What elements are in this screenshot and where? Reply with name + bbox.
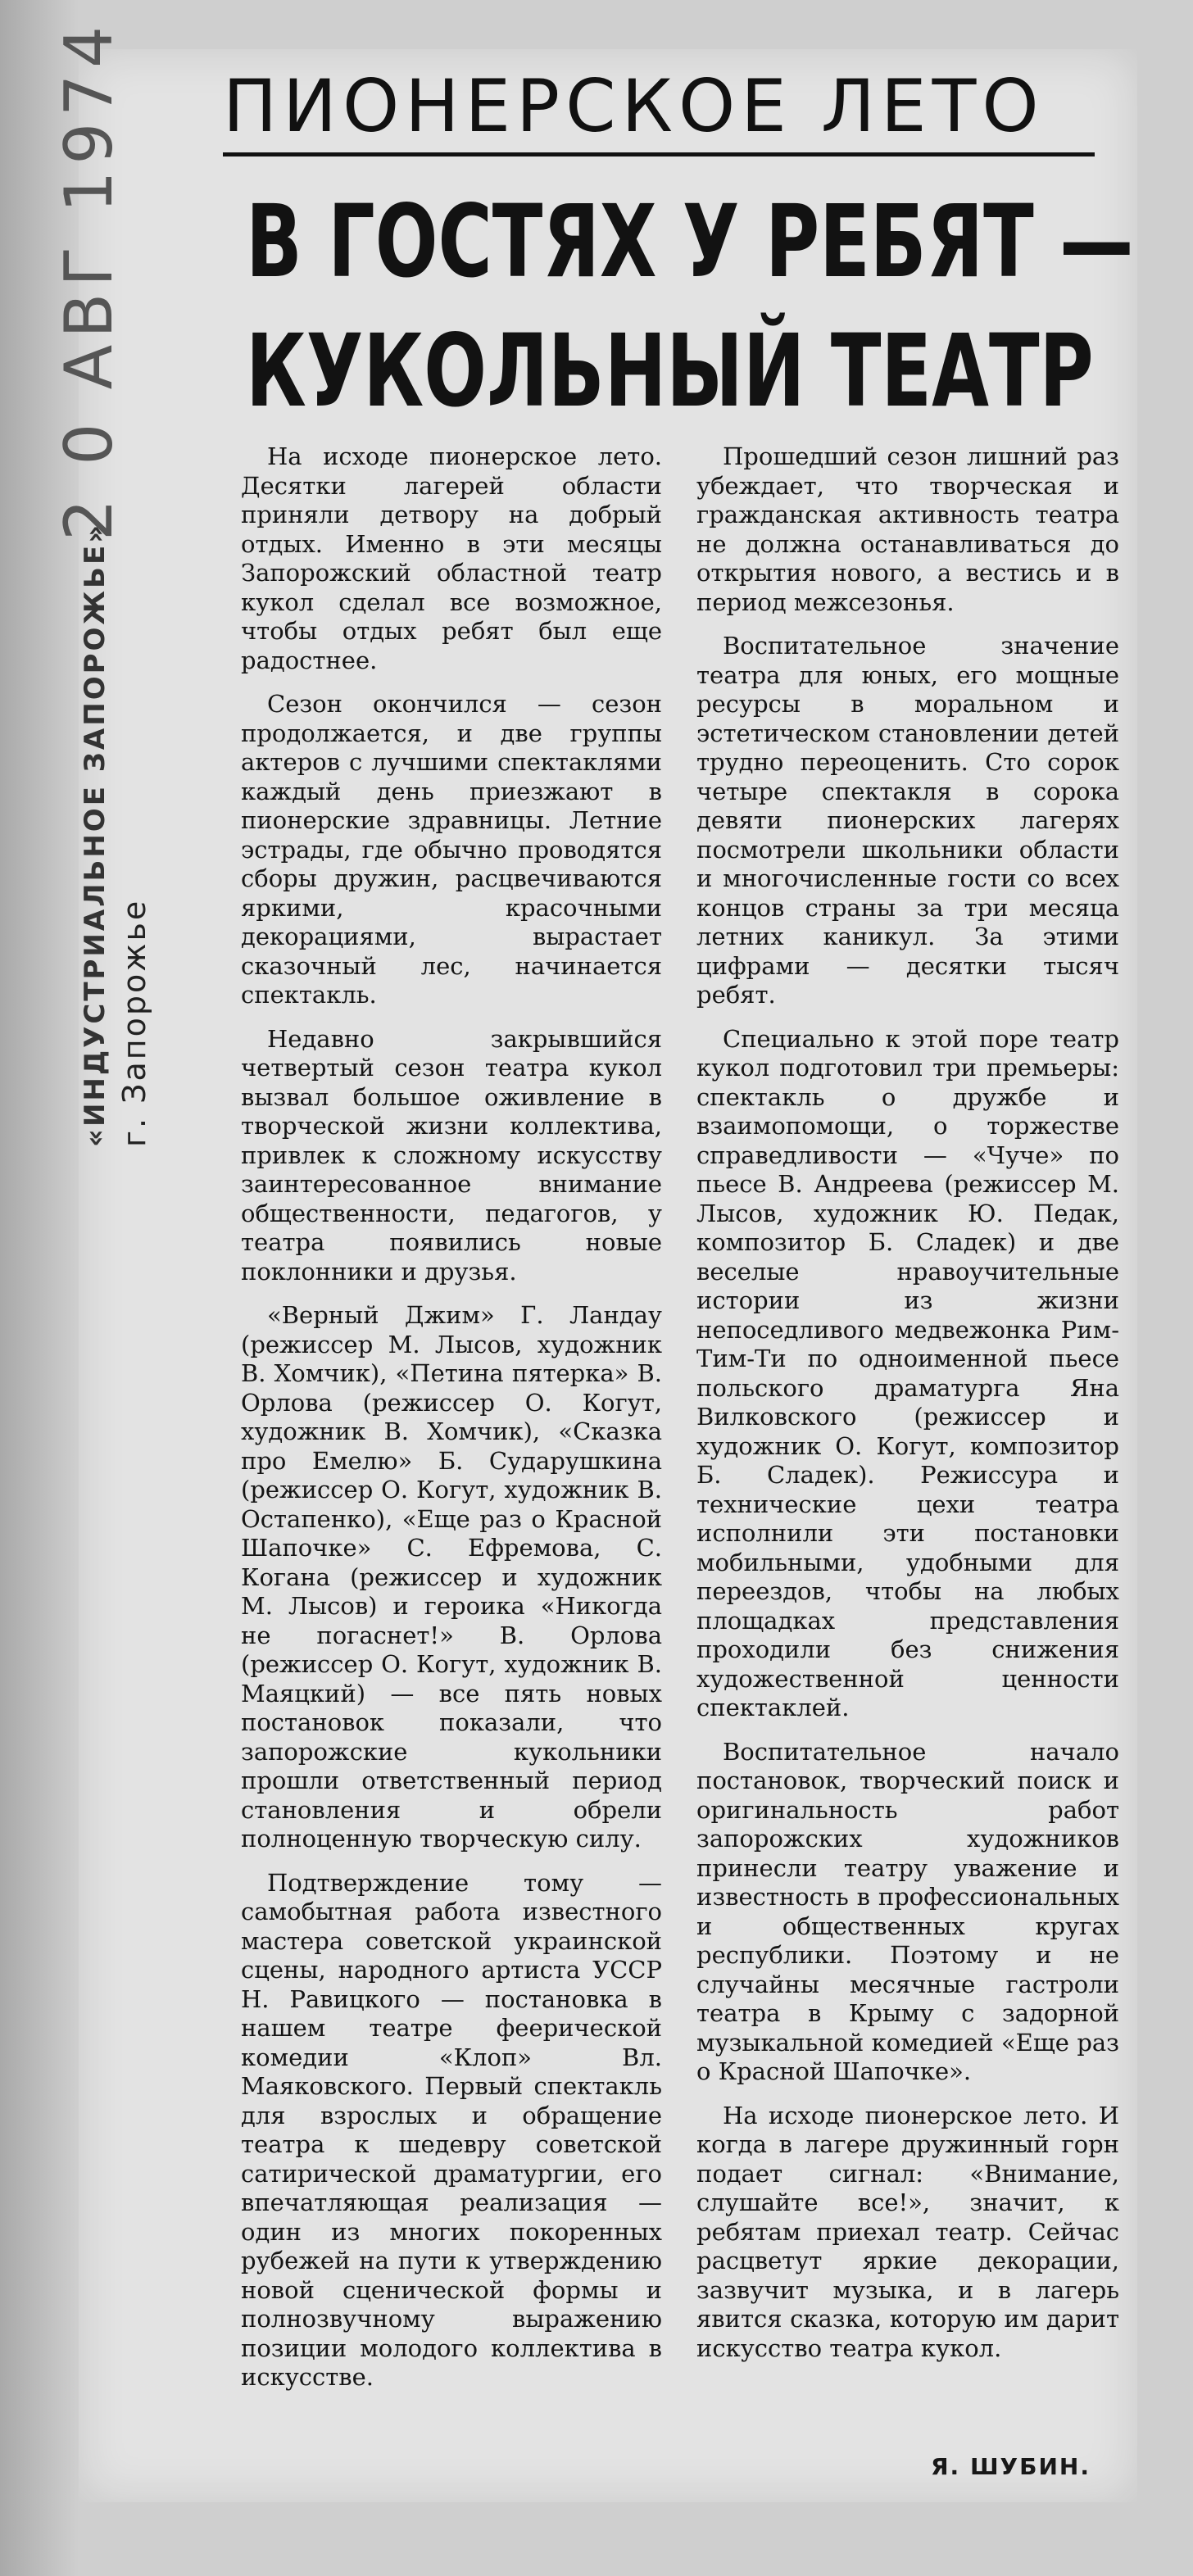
headline-line-1: В ГОСТЯХ У РЕБЯТ — <box>246 184 1134 300</box>
rubric-underline <box>223 152 1095 156</box>
article-column-left <box>241 442 662 2407</box>
stamp-city: г. Запорожье <box>116 898 152 1147</box>
rubric-title: ПИОНЕРСКОЕ ЛЕТО <box>223 64 1045 148</box>
stamp-newspaper: «ИНДУСТРИАЛЬНОЕ ЗАПОРОЖЬЕ» <box>79 522 111 1147</box>
paragraph: Воспитательное начало постановок, творческий поиск и оригинальность работ запорожских художников принесли театру уважение и известность в профессиональных и общественных кругах республики. Поэтому и не случайны месячные гастроли театра в Крыму с задорной музыкальной комедией «Еще раз о Красной Шапочке». <box>696 1737 1119 2085</box>
author-signature: Я. ШУБИН. <box>931 2453 1091 2480</box>
paragraph: Воспитательное значение театра для юных, его мощные ресурсы в моральном и эстетическом становлении детей трудно переоценить. Сто сорок четыре спектакля в сорока девяти пионерских лагерях посмотрели школьники области и многочисленные гости со всех концов страны за три месяца летних каникул. За этими цифрами — десятки тысяч ребят. <box>696 632 1119 1009</box>
article-column-right <box>696 442 1119 2378</box>
headline-line-2: КУКОЛЬНЫЙ ТЕАТР <box>246 313 1094 429</box>
stamp-date: 2 0 АВГ 1974 <box>51 19 127 541</box>
paragraph: Недавно закрывшийся четвертый сезон театра кукол вызвал большое оживление в творческой жизни коллектива, привлек к сложному искусству заинтересованное внимание общественности, педагогов, у театра появились новые поклонники и друзья. <box>241 1024 662 1286</box>
headline <box>246 177 1134 436</box>
archive-stamp <box>34 19 157 1147</box>
paragraph: Подтверждение тому — самобытная работа известного мастера советской украинской сцены, народного артиста УССР Н. Равицкого — постановка в нашем театре феерической комедии «Клоп» Вл. Маяковского. Первый спектакль для взрослых и обращение театра к шедевру советской сатирической драматургии, его впечатляющая реализация — один из многих покоренных рубежей на пути к утверждению новой сценической формы и полнозвучному выражению позиции молодого коллектива в искусстве. <box>241 1868 662 2391</box>
paragraph: На исходе пионерское лето. И когда в лагере дружинный горн подает сигнал: «Внимание, слушайте все!», значит, к ребятам приехал театр. Сейчас расцветут яркие декорации, зазвучит музыка, и в лагерь явится сказка, которую им дарит искусство театра кукол. <box>696 2101 1119 2362</box>
paragraph: «Верный Джим» Г. Ландау (режиссер М. Лысов, художник В. Хомчик), «Петина пятерка» В. Орлова (режиссер О. Когут, художник В. Хомчик), «Сказка про Емелю» Б. Сударушкина (режиссер О. Когут, художник В. Остапенко), «Еще раз о Красной Шапочке» С. Ефремова, С. Когана (режиссер и художник М. Лысов) и героика «Никогда не погаснет!» В. Орлова (режиссер О. Когут, художник В. Маяцкий) — все пять новых постановок показали, что запорожские кукольники прошли ответственный период становления и обрели полноценную творческую силу. <box>241 1301 662 1853</box>
paragraph: Прошедший сезон лишний раз убеждает, что творческая и гражданская активность театра не должна останавливаться до открытия нового, а вестись и в период межсезонья. <box>696 442 1119 616</box>
paragraph: На исходе пионерское лето. Десятки лагерей области приняли детвору на добрый отдых. Именно в эти месяцы Запорожский областной театр кукол сделал все возможное, чтобы отдых ребят был еще радостнее. <box>241 442 662 674</box>
paragraph: Специально к этой поре театр кукол подготовил три премьеры: спектакль о дружбе и взаимопомощи, о торжестве справедливости — «Чуче» по пьесе В. Андреева (режиссер М. Лысов, художник Ю. Педак, композитор Б. Сладек) и две веселые нравоучительные истории из жизни непоседливого медвежонка Рим-Тим-Ти по одноименной пьесе польского драматурга Яна Вилковского (режиссер и художник О. Когут, композитор Б. Сладек). Режиссура и технические цехи театра исполнили эти постановки мобильными, удобными для переездов, чтобы на любых площадках представления проходили без снижения художественной ценности спектаклей. <box>696 1024 1119 1721</box>
paragraph: Сезон окончился — сезон продолжается, и две группы актеров с лучшими спектаклями каждый день приезжают в пионерские здравницы. Летние эстрады, где обычно проводятся сборы дружин, расцвечиваются яркими, красочными декорациями, вырастает сказочный лес, начинается спектакль. <box>241 690 662 1009</box>
